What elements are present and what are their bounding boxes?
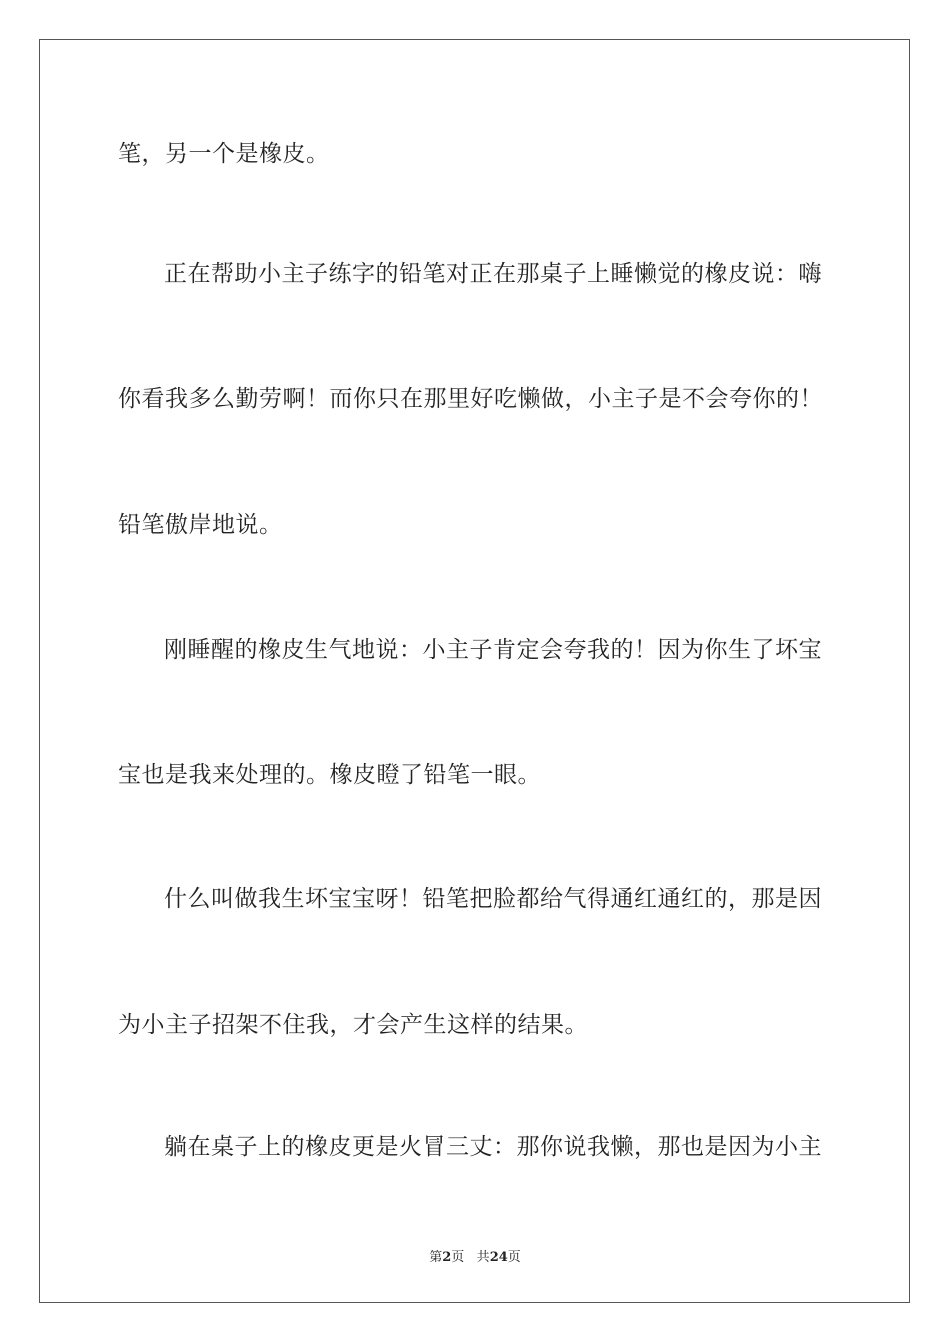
text-line-1: 笔，另一个是橡皮。	[118, 141, 330, 167]
footer-total-pages: 24	[489, 1250, 508, 1265]
footer-page-prefix: 第	[429, 1250, 443, 1265]
footer-total-suffix: 页	[507, 1250, 521, 1265]
text-line-2: 正在帮助小主子练字的铅笔对正在那桌子上睡懒觉的橡皮说：嗨	[164, 261, 822, 287]
text-line-6: 宝也是我来处理的。橡皮瞪了铅笔一眼。	[118, 762, 541, 788]
page-border	[39, 39, 910, 1303]
text-line-7: 什么叫做我生坏宝宝呀！铅笔把脸都给气得通红通红的，那是因	[164, 886, 822, 912]
text-line-3: 你看我多么勤劳啊！而你只在那里好吃懒做，小主子是不会夸你的！	[118, 386, 823, 412]
footer-page-number: 2	[442, 1250, 452, 1265]
text-line-8: 为小主子招架不住我，才会产生这样的结果。	[118, 1012, 588, 1038]
text-line-5: 刚睡醒的橡皮生气地说：小主子肯定会夸我的！因为你生了坏宝	[164, 637, 822, 663]
page-footer	[0, 1246, 950, 1265]
text-line-4: 铅笔傲岸地说。	[118, 512, 283, 538]
text-line-9: 躺在桌子上的橡皮更是火冒三丈：那你说我懒，那也是因为小主	[164, 1134, 822, 1160]
footer-page-suffix: 页	[451, 1250, 465, 1265]
footer-total-prefix: 共	[476, 1250, 490, 1265]
